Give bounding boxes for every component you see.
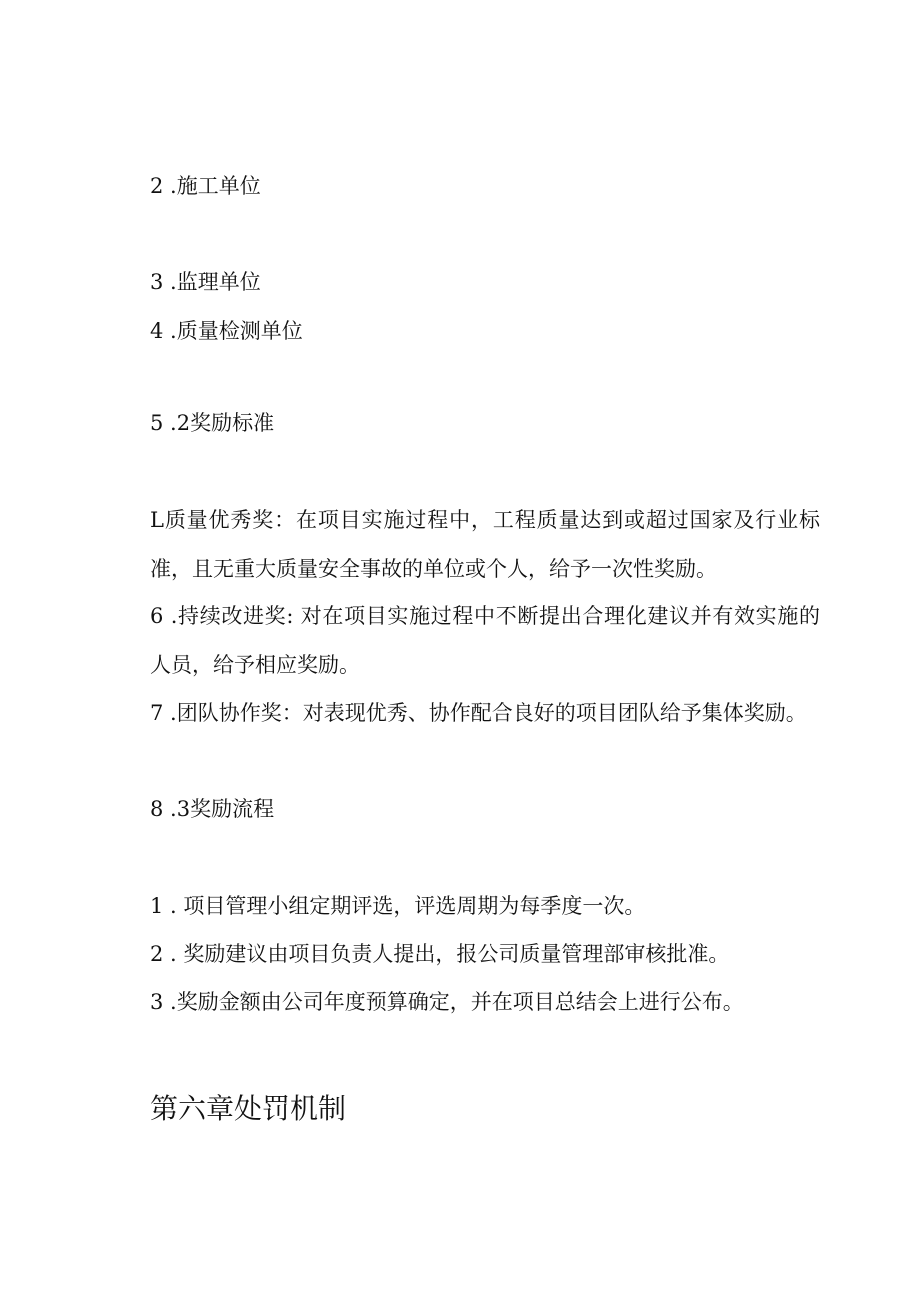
section-title-award-process: 8 .3奖励流程 — [150, 797, 275, 821]
list-item-supervision-unit: 3 .监理单位 — [150, 270, 261, 294]
list-item-process-step-2: 2 . 奖励建议由项目负责人提出，报公司质量管理部审核批准。 — [150, 942, 730, 966]
paragraph-quality-award-line2: 准，且无重大质量安全事故的单位或个人，给予一次性奖励。 — [150, 557, 717, 581]
list-item-process-step-3: 3 .奖励金额由公司年度预算确定，并在项目总结会上进行公布。 — [150, 990, 744, 1014]
section-title-award-standards: 5 .2奖励标准 — [150, 411, 275, 435]
chapter-title: 第六章处罚机制 — [150, 1092, 347, 1125]
paragraph-teamwork-award: 7 .团队协作奖：对表现优秀、协作配合良好的项目团队给予集体奖励。 — [150, 701, 807, 725]
list-item-construction-unit: 2 .施工单位 — [150, 174, 261, 198]
list-item-process-step-1: 1 . 项目管理小组定期评选，评选周期为每季度一次。 — [150, 894, 646, 918]
paragraph-improvement-award-line1: 6 .持续改进奖: 对在项目实施过程中不断提出合理化建议并有效实施的 — [150, 604, 820, 628]
paragraph-quality-award-line1: L质量优秀奖：在项目实施过程中，工程质量达到或超过国家及行业标 — [150, 508, 820, 532]
list-item-quality-testing-unit: 4 .质量检测单位 — [150, 319, 303, 343]
paragraph-improvement-award-line2: 人员，给予相应奖励。 — [150, 653, 360, 677]
